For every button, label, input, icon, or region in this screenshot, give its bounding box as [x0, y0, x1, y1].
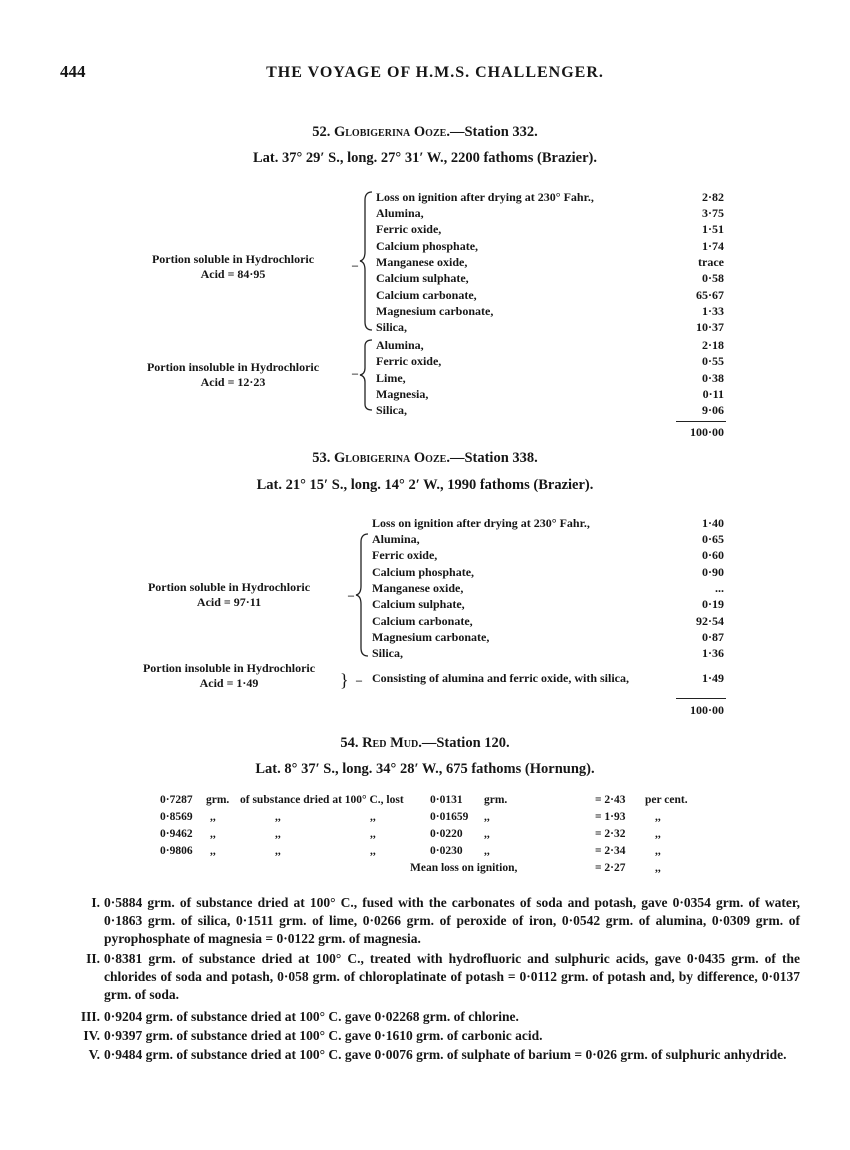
s52-soluble-row [376, 319, 724, 335]
s52-insoluble-row-value: 9·06 [701, 403, 724, 418]
s52-soluble-row [376, 270, 724, 286]
s52-soluble-row-label: Manganese oxide, [376, 254, 468, 269]
s53-insoluble-label: Portion insoluble in Hydrochloric Acid = 1·49 [142, 661, 316, 690]
mean-suffix: ,, [655, 862, 661, 874]
s53-ignition-row-value: 1·40 [701, 516, 724, 530]
running-title: THE VOYAGE OF H.M.S. CHALLENGER. [266, 64, 604, 81]
mud-loss_unit: ,, [484, 845, 490, 857]
s52-soluble-row-value: trace [698, 254, 724, 269]
s53-soluble-row [372, 580, 724, 596]
s52-soluble-row-value: 1·33 [701, 303, 724, 318]
paragraph-4: IV. 0·9397 grm. of substance dried at 100° C. gave 0·1610 grm. of carbonic acid. [83, 1028, 543, 1043]
s53-soluble-row-value: 92·54 [695, 613, 724, 628]
s52-soluble-row-value: 1·74 [701, 238, 724, 253]
mud-unit: ,, [210, 845, 216, 857]
paragraph-1: I. 0·5884 grm. of substance dried at 100° C., fused with the carbonates of soda and potash, gave 0·0354 grm. of water, 0·1863 grm. of silica, 0·1511 grm. of lime, 0·0266 grm. of peroxide of iron, 0·0542 grm. of alumina, 0·0309 grm. of pyrophosphate of magnesia = 0·0122 grm. of magnesia. [91, 895, 800, 946]
mud-row [160, 826, 700, 842]
s53-soluble-row-label: Calcium sulphate, [372, 597, 465, 612]
paragraph-2: II. 0·8381 grm. of substance dried at 100° C., treated with hydrofluoric and sulphuric acids, gave 0·0435 grm. of the chlorides of soda and potash, 0·058 grm. of chloroplatinate of potash = 0·0112 grm. of potash and, by difference, 0·0137 grm. of soda. [86, 951, 800, 1002]
s52-soluble-row-label: Calcium sulphate, [376, 271, 469, 286]
s53-soluble-row [372, 547, 724, 563]
mud-suffix: per cent. [645, 794, 688, 806]
mud-unit: grm. [206, 794, 230, 806]
section-52-subtitle: Lat. 37° 29′ S., long. 27° 31′ W., 2200 fathoms (Brazier). [253, 150, 597, 166]
section-53-title: 53. Globigerina Ooze.—Station 338. [312, 450, 538, 466]
s52-insoluble-row [376, 337, 724, 353]
mud-desc: of substance dried at 100° C., lost [240, 794, 404, 806]
mud-suffix: ,, [655, 811, 661, 823]
mud-result: = 2·32 [595, 828, 626, 840]
s53-soluble-label: Portion soluble in Hydrochloric Acid = 97·11 [147, 580, 311, 609]
s53-total-rule [676, 698, 726, 699]
s53-soluble-row-label: Ferric oxide, [372, 548, 438, 563]
mud-loss: 0·0131 [430, 794, 463, 806]
s53-total: 100·00 [689, 703, 724, 717]
mud-desc: ,, [275, 828, 281, 840]
mud-loss_unit: grm. [484, 794, 508, 806]
s53-insoluble-dash: – [356, 673, 362, 687]
s52-soluble-row-value: 10·37 [695, 320, 724, 335]
s53-ignition-row-label: Loss on ignition after drying at 230° Fahr., [372, 516, 590, 530]
mud-weight: 0·7287 [160, 794, 193, 806]
s52-soluble-label: Portion soluble in Hydrochloric Acid = 84·95 [151, 252, 315, 281]
s53-soluble-row-label: Alumina, [372, 532, 420, 546]
s53-soluble-row-value: 0·60 [701, 548, 724, 563]
s52-total-rule [676, 421, 726, 422]
s52-insoluble-row-label: Lime, [376, 370, 406, 385]
s53-soluble-row-label: Silica, [372, 646, 404, 661]
s52-total: 100·00 [689, 425, 724, 439]
paragraph-5: V. 0·9484 grm. of substance dried at 100° C. gave 0·0076 grm. of sulphate of barium = 0·026 grm. of sulphuric anhydride. [88, 1047, 787, 1062]
s53-soluble-dash: – [348, 588, 354, 602]
mud-suffix: ,, [655, 845, 661, 857]
s52-soluble-row-value: 0·58 [701, 271, 724, 286]
s53-soluble-row-label: Magnesium carbonate, [372, 629, 490, 644]
mud-result: = 2·43 [595, 794, 626, 806]
section-54-subtitle: Lat. 8° 37′ S., long. 34° 28′ W., 675 fathoms (Hornung). [255, 761, 595, 777]
mud-desc: ,, [275, 811, 281, 823]
mud-loss_unit: ,, [484, 828, 490, 840]
mud-desc2: ,, [370, 828, 376, 840]
mud-unit: ,, [210, 828, 216, 840]
s53-soluble-row-value: 0·19 [701, 597, 724, 612]
s53-soluble-row-label: Manganese oxide, [372, 580, 464, 595]
s53-soluble-brace [356, 530, 370, 660]
mud-weight: 0·8569 [160, 811, 193, 823]
s52-insoluble-row [376, 370, 724, 386]
mud-loss: 0·01659 [430, 811, 469, 823]
s52-soluble-row [376, 287, 724, 303]
s52-ignition-row [376, 189, 724, 205]
s52-soluble-row-value: 3·75 [701, 206, 724, 220]
s52-soluble-row-label: Silica, [376, 320, 408, 335]
mud-desc: ,, [275, 845, 281, 857]
s52-soluble-row-label: Magnesium carbonate, [376, 303, 494, 318]
s52-insoluble-row [376, 353, 724, 369]
s52-insoluble-row-value: 0·11 [702, 386, 724, 401]
mean-value: = 2·27 [595, 862, 626, 874]
mean-label: Mean loss on ignition, [410, 862, 518, 874]
s53-soluble-row-value: ... [715, 580, 724, 595]
s53-ignition-row [372, 515, 724, 531]
mud-weight: 0·9462 [160, 828, 193, 840]
s52-insoluble-row [376, 386, 724, 402]
s52-insoluble-row-value: 2·18 [701, 338, 724, 352]
s53-soluble-row-value: 0·90 [701, 564, 724, 579]
s52-soluble-dash: – [352, 258, 358, 272]
s52-soluble-row-label: Calcium phosphate, [376, 238, 479, 253]
s53-soluble-row-label: Calcium phosphate, [372, 564, 475, 579]
s52-soluble-row [376, 254, 724, 270]
s52-insoluble-brace [360, 336, 374, 414]
paragraph-3: III. 0·9204 grm. of substance dried at 100° C. gave 0·02268 grm. of chlorine. [80, 1009, 519, 1024]
s52-soluble-row [376, 303, 724, 319]
section-53-subtitle: Lat. 21° 15′ S., long. 14° 2′ W., 1990 fathoms (Brazier). [256, 477, 594, 493]
mud-loss_unit: ,, [484, 811, 490, 823]
s53-soluble-row-value: 0·87 [701, 629, 724, 644]
page-number: 444 [60, 62, 86, 81]
s53-soluble-row-value: 0·65 [701, 532, 724, 546]
s53-insoluble-value: 1·49 [701, 671, 724, 685]
mud-unit: ,, [210, 811, 216, 823]
mud-suffix: ,, [655, 828, 661, 840]
s53-soluble-row [372, 531, 724, 547]
s53-soluble-row [372, 613, 724, 629]
s52-ignition-row-value: 2·82 [701, 190, 724, 204]
s52-insoluble-row-value: 0·55 [701, 354, 724, 369]
s52-insoluble-dash: – [352, 366, 358, 380]
s52-insoluble-row-label: Alumina, [376, 338, 424, 352]
s53-soluble-row [372, 596, 724, 612]
s52-insoluble-row-label: Ferric oxide, [376, 354, 442, 369]
s52-insoluble-label: Portion insoluble in Hydrochloric Acid = 12·23 [146, 360, 320, 389]
s52-soluble-row-label: Alumina, [376, 206, 424, 220]
s52-soluble-row-value: 65·67 [695, 287, 724, 302]
mud-result: = 1·93 [595, 811, 626, 823]
s52-soluble-row-label: Calcium carbonate, [376, 287, 477, 302]
mud-weight: 0·9806 [160, 845, 193, 857]
mud-row [160, 843, 700, 859]
s52-ignition-row-label: Loss on ignition after drying at 230° Fahr., [376, 190, 594, 204]
mud-loss: 0·0230 [430, 845, 463, 857]
section-54-title: 54. Red Mud.—Station 120. [340, 735, 510, 751]
s53-insoluble-brace: } [340, 670, 349, 690]
section-52-title: 52. Globigerina Ooze.—Station 332. [312, 124, 538, 140]
s52-insoluble-row [376, 402, 724, 418]
s53-soluble-row [372, 629, 724, 645]
s53-insoluble-row [372, 670, 724, 686]
mud-loss: 0·0220 [430, 828, 463, 840]
s52-soluble-brace [360, 188, 374, 334]
s52-insoluble-row-label: Silica, [376, 403, 408, 418]
s53-insoluble-text: Consisting of alumina and ferric oxide, with silica, [372, 671, 630, 685]
s52-soluble-row-label: Ferric oxide, [376, 222, 442, 237]
mud-desc2: ,, [370, 845, 376, 857]
s52-insoluble-row-value: 0·38 [701, 370, 724, 385]
s53-soluble-row [372, 645, 724, 661]
s52-soluble-row [376, 221, 724, 237]
mud-result: = 2·34 [595, 845, 626, 857]
s52-soluble-row [376, 238, 724, 254]
mud-row [160, 809, 700, 825]
mean-loss-row [160, 860, 700, 876]
s52-soluble-row [376, 205, 724, 221]
s53-soluble-row [372, 564, 724, 580]
mud-row [160, 792, 700, 808]
mud-desc2: ,, [370, 811, 376, 823]
s53-soluble-row-label: Calcium carbonate, [372, 613, 473, 628]
s52-soluble-row-value: 1·51 [701, 222, 724, 237]
s53-soluble-row-value: 1·36 [701, 646, 724, 661]
s52-insoluble-row-label: Magnesia, [376, 386, 429, 401]
